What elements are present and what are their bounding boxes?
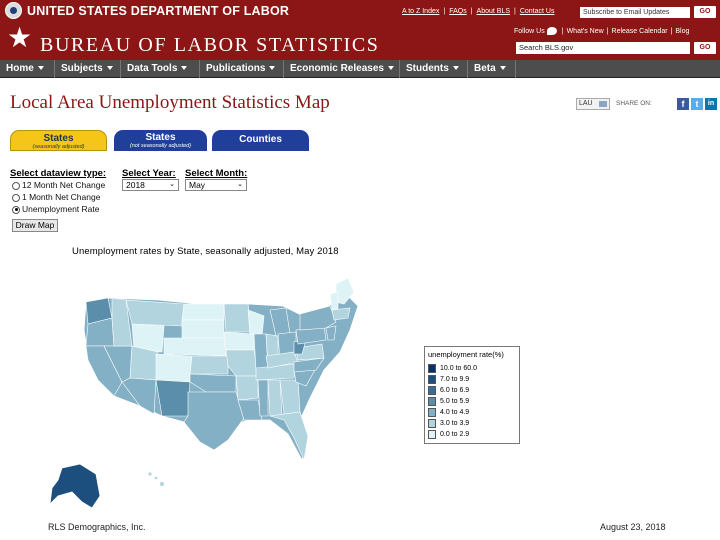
- chevron-down-icon: ⌄: [169, 181, 175, 188]
- caret-down-icon: [269, 66, 275, 70]
- state-massachusetts[interactable]: [332, 308, 350, 320]
- nav-item-publications[interactable]: [200, 60, 284, 78]
- twitter-bird-icon[interactable]: [547, 27, 557, 35]
- release-calendar-link[interactable]: Release Calendar: [611, 27, 668, 35]
- caret-down-icon: [181, 66, 187, 70]
- nav-item-label: Students: [406, 63, 449, 74]
- legend-swatch: [428, 386, 436, 395]
- bls-star-logo-icon[interactable]: ★: [7, 22, 33, 53]
- tab-states-seasonally-adjusted[interactable]: [10, 130, 107, 151]
- department-name: UNITED STATES DEPARTMENT OF LABOR: [27, 4, 290, 18]
- nav-item-home[interactable]: [0, 60, 55, 78]
- radio-label: 12 Month Net Change: [22, 180, 106, 190]
- tab-label: States: [145, 132, 176, 143]
- year-label: Select Year:: [122, 168, 176, 179]
- facebook-icon[interactable]: f: [677, 98, 689, 110]
- footer-source: RLS Demographics, Inc.: [48, 522, 146, 532]
- caret-down-icon: [453, 66, 459, 70]
- nav-item-economic-releases[interactable]: [284, 60, 400, 78]
- nav-item-label: Economic Releases: [290, 63, 384, 74]
- state-illinois[interactable]: [254, 334, 268, 370]
- year-select[interactable]: [122, 179, 179, 191]
- nav-item-label: Subjects: [61, 63, 103, 74]
- separator: |: [670, 27, 673, 35]
- tab-sublabel: (not seasonally adjusted): [129, 143, 192, 149]
- separator: |: [561, 27, 564, 35]
- footer-date: August 23, 2018: [600, 522, 666, 532]
- subscribe-go-button[interactable]: GO: [694, 6, 716, 18]
- state-minnesota[interactable]: [224, 304, 252, 332]
- linkedin-icon[interactable]: in: [705, 98, 717, 110]
- separator: |: [514, 8, 516, 15]
- legend-swatch: [428, 375, 436, 384]
- month-select[interactable]: [185, 179, 247, 191]
- dataview-type-label: Select dataview type:: [10, 168, 107, 179]
- legend-swatch: [428, 397, 436, 406]
- search-go-button[interactable]: GO: [694, 42, 716, 54]
- legend-swatch: [428, 408, 436, 417]
- secondary-links: [514, 27, 689, 35]
- dol-seal-icon: [5, 2, 22, 19]
- legend-range: 10.0 to 60.0: [440, 365, 477, 372]
- search-input[interactable]: [516, 42, 690, 54]
- nav-item-label: Publications: [206, 63, 266, 74]
- separator: |: [470, 8, 473, 15]
- legend-swatch: [428, 430, 436, 439]
- nav-item-label: Data Tools: [127, 63, 178, 74]
- nav-item-beta[interactable]: [468, 60, 516, 78]
- follow-us-link[interactable]: Follow Us: [514, 27, 545, 35]
- main-nav: [0, 60, 720, 78]
- util-link-a-to-z[interactable]: A to Z Index: [402, 8, 440, 15]
- subscribe-email-field[interactable]: Subscribe to Email Updates: [580, 7, 690, 18]
- year-select-value: 2018: [126, 180, 145, 190]
- nav-item-label: Home: [6, 63, 34, 74]
- state-utah[interactable]: [130, 346, 158, 380]
- nav-item-label: Beta: [474, 63, 496, 74]
- state-north-dakota[interactable]: [182, 304, 224, 320]
- legend-title: unemployment rate(%): [428, 350, 504, 359]
- nav-item-data-tools[interactable]: [121, 60, 200, 78]
- state-texas[interactable]: [184, 392, 244, 450]
- header-banner: [0, 0, 720, 60]
- separator: |: [606, 27, 609, 35]
- nav-item-students[interactable]: [400, 60, 468, 78]
- legend-range: 7.0 to 9.9: [440, 376, 470, 383]
- state-hawaii[interactable]: [155, 477, 158, 480]
- month-select-value: May: [189, 180, 206, 190]
- tab-label: Counties: [239, 134, 282, 145]
- caret-down-icon: [388, 66, 394, 70]
- legend-range: 0.0 to 2.9: [440, 431, 470, 438]
- caret-down-icon: [107, 66, 113, 70]
- legend-swatch: [428, 419, 436, 428]
- legend-range: 4.0 to 4.9: [440, 409, 470, 416]
- state-colorado[interactable]: [156, 354, 192, 382]
- nav-item-subjects[interactable]: [55, 60, 121, 78]
- tab-states-not-seasonally-adjusted[interactable]: [114, 130, 207, 151]
- legend-swatch: [428, 364, 436, 373]
- map-legend: [424, 346, 520, 444]
- state-montana[interactable]: [126, 300, 184, 326]
- caret-down-icon: [38, 66, 44, 70]
- state-south-dakota[interactable]: [182, 320, 224, 338]
- whats-new-link[interactable]: What's New: [566, 27, 604, 35]
- separator: |: [443, 8, 446, 15]
- radio-button[interactable]: [12, 206, 20, 214]
- radio-label: Unemployment Rate: [22, 204, 100, 214]
- state-alabama[interactable]: [268, 380, 282, 416]
- tab-sublabel: (seasonally adjusted): [32, 144, 85, 150]
- state-new-mexico[interactable]: [156, 380, 190, 416]
- radio-button[interactable]: [12, 194, 20, 202]
- us-state-unemployment-map[interactable]: [48, 270, 378, 520]
- page-title: Local Area Unemployment Statistics Map: [10, 92, 330, 113]
- state-hawaii[interactable]: [160, 482, 164, 486]
- radio-label: 1 Month Net Change: [22, 192, 101, 202]
- legend-range: 3.0 to 3.9: [440, 420, 470, 427]
- state-arkansas[interactable]: [236, 376, 258, 400]
- radio-unemployment-rate[interactable]: [12, 204, 99, 214]
- blog-link[interactable]: Blog: [675, 27, 690, 35]
- radio-1-month-net-change[interactable]: [12, 192, 100, 202]
- tab-label: States: [43, 133, 74, 144]
- share-label: SHARE ON:: [616, 100, 652, 107]
- util-link-about[interactable]: About BLS: [476, 8, 510, 15]
- util-link-contact[interactable]: Contact Us: [519, 8, 555, 15]
- radio-button[interactable]: [12, 182, 20, 190]
- state-kansas[interactable]: [190, 356, 228, 374]
- twitter-icon[interactable]: t: [691, 98, 703, 110]
- utility-links: [402, 8, 554, 15]
- bureau-name[interactable]: BUREAU OF LABOR STATISTICS: [40, 34, 380, 56]
- util-link-faqs[interactable]: FAQs: [449, 8, 467, 15]
- state-nebraska[interactable]: [164, 338, 226, 356]
- chevron-down-icon: ⌄: [237, 181, 243, 188]
- radio-12-month-net-change[interactable]: [12, 180, 105, 190]
- draw-map-button[interactable]: Draw Map: [12, 219, 58, 232]
- map-caption: Unemployment rates by State, seasonally adjusted, May 2018: [72, 246, 339, 257]
- lau-home-icon[interactable]: LAU: [576, 98, 610, 110]
- caret-down-icon: [500, 66, 506, 70]
- legend-range: 6.0 to 6.9: [440, 387, 470, 394]
- tab-counties[interactable]: [212, 130, 309, 151]
- legend-range: 5.0 to 5.9: [440, 398, 470, 405]
- state-new-jersey[interactable]: [326, 326, 336, 340]
- state-hawaii[interactable]: [148, 472, 151, 475]
- state-mississippi[interactable]: [258, 380, 268, 416]
- state-iowa[interactable]: [224, 332, 254, 350]
- state-alaska[interactable]: [50, 464, 100, 508]
- month-label: Select Month:: [185, 168, 248, 179]
